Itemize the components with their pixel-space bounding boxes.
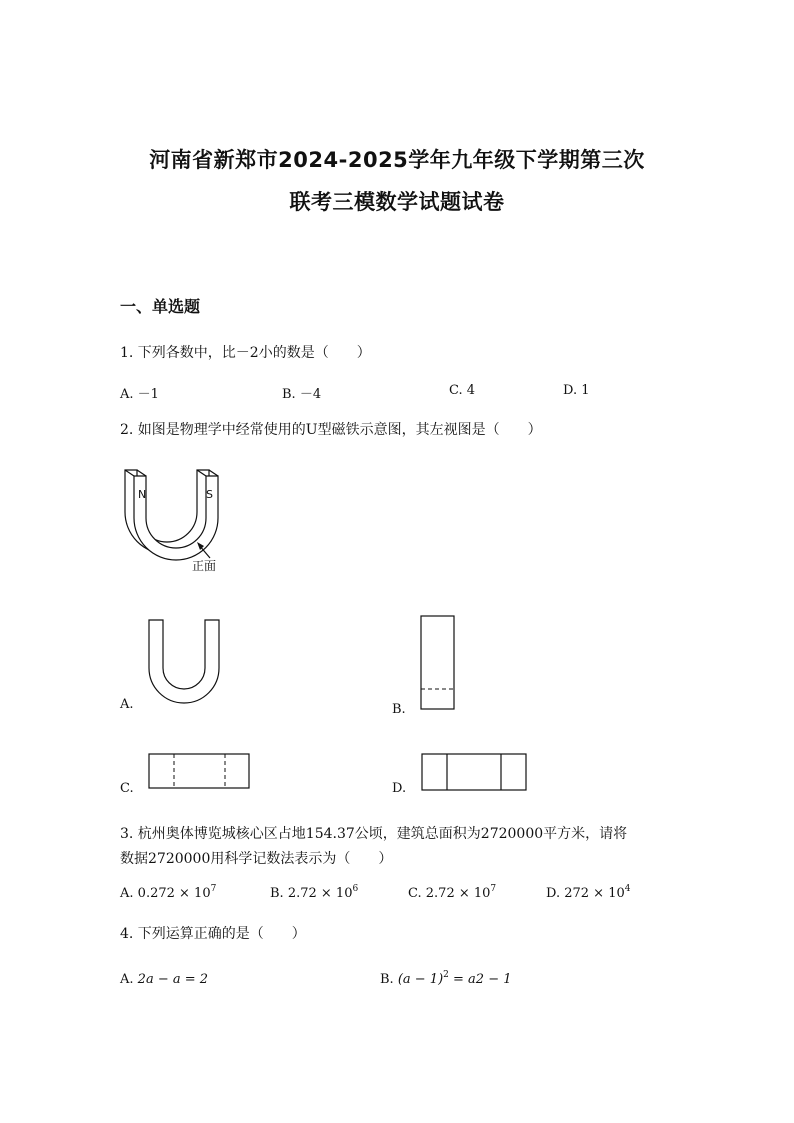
section-heading: 一、单选题 <box>120 297 201 316</box>
question-1-option-a[interactable]: A. －1 <box>120 387 159 402</box>
option-exponent: 7 <box>490 884 497 894</box>
question-2-option-a[interactable]: A. <box>120 697 134 712</box>
option-expression: (a − 1) <box>397 972 444 987</box>
option-expression-rest: = a2 − 1 <box>448 972 512 987</box>
option-exponent: 7 <box>210 884 217 894</box>
question-1-option-b[interactable]: B. －4 <box>282 387 322 402</box>
option-b-tall-rectangle <box>418 613 458 713</box>
option-label: B. <box>270 886 284 901</box>
option-label: C. <box>408 886 422 901</box>
u-magnet-figure <box>118 462 238 578</box>
option-exponent: 4 <box>624 884 631 894</box>
option-a-u-shape <box>142 616 226 710</box>
option-base: 0.272 × 10 <box>137 886 211 901</box>
pole-s-label: S <box>206 488 213 501</box>
option-exponent: 6 <box>352 884 359 894</box>
option-label: B. <box>380 972 394 987</box>
question-2-text: 2. 如图是物理学中经常使用的U型磁铁示意图，其左视图是（ ） <box>120 422 542 438</box>
option-label: A. <box>120 886 134 901</box>
front-label: 正面 <box>192 559 217 573</box>
question-1-text: 1. 下列各数中，比－2小的数是（ ） <box>120 345 371 361</box>
option-expression: 2a − a = 2 <box>137 972 209 987</box>
option-label: A. <box>120 972 134 987</box>
question-3-text-line1: 3. 杭州奥体博览城核心区占地154.37公顷，建筑总面积为2720000平方米，请将 <box>120 826 628 842</box>
question-1-option-c[interactable]: C. 4 <box>449 383 476 398</box>
question-4-option-b[interactable] <box>380 972 512 987</box>
pole-n-label: N <box>138 488 147 501</box>
option-d-rectangle-solid <box>419 751 529 793</box>
option-exponent: 2 <box>443 970 449 980</box>
question-3-option-d[interactable] <box>546 886 630 901</box>
question-3-text-line2: 数据2720000用科学记数法表示为（ ） <box>120 851 393 867</box>
page-title-line2: 联考三模数学试题试卷 <box>289 190 505 214</box>
question-3-option-a[interactable] <box>120 886 216 901</box>
question-2-option-c[interactable]: C. <box>120 781 134 796</box>
question-4-option-a[interactable] <box>120 972 208 987</box>
question-3-option-b[interactable] <box>270 886 358 901</box>
option-label: D. <box>546 886 561 901</box>
question-4-text: 4. 下列运算正确的是（ ） <box>120 926 306 942</box>
option-base: 2.72 × 10 <box>287 886 353 901</box>
option-base: 272 × 10 <box>564 886 625 901</box>
option-c-rectangle-dashed <box>146 751 252 791</box>
question-2-option-d[interactable]: D. <box>392 781 407 796</box>
option-base: 2.72 × 10 <box>425 886 491 901</box>
question-1-option-d[interactable]: D. 1 <box>563 383 590 398</box>
question-3-option-c[interactable] <box>408 886 496 901</box>
page-title-line1: 河南省新郑市2024-2025学年九年级下学期第三次 <box>149 148 645 172</box>
question-2-option-b[interactable]: B. <box>392 702 406 717</box>
